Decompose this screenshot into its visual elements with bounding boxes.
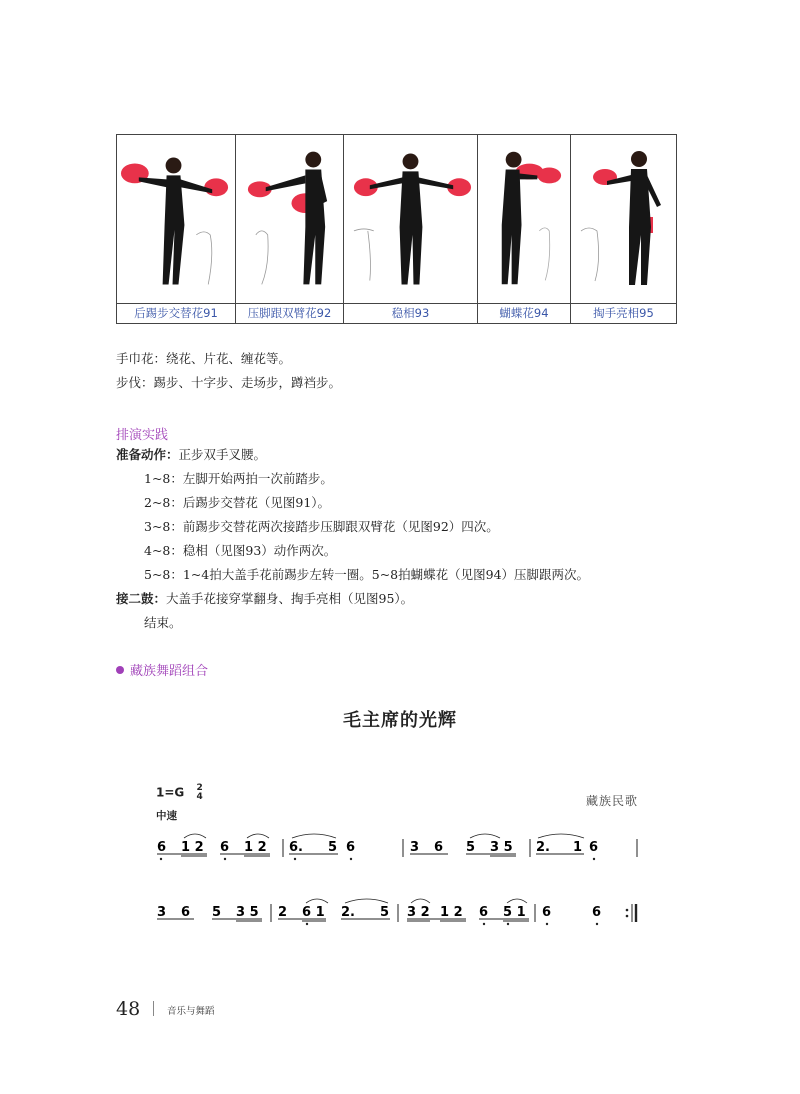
song-title: 毛主席的光辉 bbox=[343, 710, 457, 731]
score-note: 5 bbox=[212, 905, 222, 920]
time-top: 2 bbox=[196, 783, 203, 793]
score-note: 3 5 bbox=[490, 840, 513, 855]
score-note: 3 bbox=[157, 905, 167, 920]
score-note: 2. bbox=[536, 840, 550, 855]
end-line: 结束。 bbox=[144, 615, 182, 630]
slur bbox=[345, 899, 388, 903]
score-note: 1 2 bbox=[244, 840, 267, 855]
photo-caption: 掏手亮相95 bbox=[571, 303, 676, 323]
step-line-3: 3~8：前踢步交替花两次接踏步压脚跟双臂花（见图92）四次。 bbox=[144, 519, 499, 534]
score-note: 1 2 bbox=[181, 840, 204, 855]
dancer-photo-93 bbox=[344, 135, 477, 303]
score-note: 3 bbox=[410, 840, 420, 855]
dancer-figure-95 bbox=[571, 135, 676, 303]
octave-dot bbox=[483, 923, 485, 925]
score-note: 2 bbox=[278, 905, 288, 920]
score-note: 6 bbox=[542, 905, 552, 920]
dancer-figure-91 bbox=[117, 135, 235, 303]
score-note: 3 5 bbox=[236, 905, 259, 920]
prep-text: 正步双手叉腰。 bbox=[178, 447, 267, 462]
score-note: 5 1 bbox=[503, 905, 526, 920]
score-note: 5 bbox=[328, 840, 338, 855]
score-note: 1 2 bbox=[440, 905, 463, 920]
octave-dot bbox=[294, 858, 296, 860]
step-line-4: 4~8：稳相（见图93）动作两次。 bbox=[144, 543, 337, 558]
slur bbox=[247, 834, 269, 838]
photo-cell-92 bbox=[236, 135, 344, 323]
slur bbox=[507, 899, 527, 903]
score-note: 6 bbox=[479, 905, 489, 920]
score-note: 6 bbox=[592, 905, 602, 920]
dancer-figure-94 bbox=[478, 135, 570, 303]
score-note: 3 2 bbox=[407, 905, 430, 920]
dancer-photo-94 bbox=[478, 135, 570, 303]
dancer-photo-91 bbox=[117, 135, 235, 303]
drum-label: 接二鼓： bbox=[116, 591, 167, 606]
score-note: 5 bbox=[466, 840, 476, 855]
step-line-2: 2~8：后踢步交替花（见图91）。 bbox=[144, 495, 331, 510]
score-note: 2. bbox=[341, 905, 355, 920]
octave-dot bbox=[593, 858, 595, 860]
octave-dot bbox=[596, 923, 598, 925]
key-signature: 1=G bbox=[156, 785, 185, 800]
dancer-figure-93 bbox=[344, 135, 477, 303]
text-line-steps: 步伐：踢步、十字步、走场步，蹲裆步。 bbox=[116, 375, 342, 390]
slur bbox=[184, 834, 206, 838]
song-origin: 藏族民歌 bbox=[586, 794, 639, 808]
prep-line bbox=[116, 446, 266, 464]
step-line-1: 1~8：左脚开始两拍一次前踏步。 bbox=[144, 471, 333, 486]
score-note: 6. bbox=[289, 840, 303, 855]
dancer-figure-92 bbox=[236, 135, 343, 303]
photo-cell-94 bbox=[478, 135, 571, 323]
song-tempo: 中速 bbox=[156, 810, 177, 822]
dancer-photo-95 bbox=[571, 135, 676, 303]
photo-cell-95 bbox=[571, 135, 676, 323]
song-key bbox=[156, 784, 203, 802]
slur bbox=[538, 834, 584, 838]
photo-caption: 后踢步交替花91 bbox=[117, 303, 235, 323]
score-note: 1 bbox=[573, 840, 583, 855]
repeat-dot bbox=[626, 915, 629, 918]
time-bottom: 4 bbox=[196, 792, 203, 802]
practice-heading: 排演实践 bbox=[116, 428, 169, 443]
octave-dot bbox=[160, 858, 162, 860]
text-line-hand-flower: 手巾花：绕花、片花、缠花等。 bbox=[116, 351, 292, 366]
drum-text: 大盖手花接穿掌翻身、掏手亮相（见图95）。 bbox=[166, 591, 414, 606]
score-note: 6 1 bbox=[302, 905, 325, 920]
slur bbox=[411, 899, 430, 903]
photo-caption: 稳相93 bbox=[344, 303, 477, 323]
slur bbox=[306, 899, 328, 903]
score-note: 6 bbox=[589, 840, 599, 855]
octave-dot bbox=[507, 923, 509, 925]
dancer-photo-92 bbox=[236, 135, 343, 303]
jianpu-score bbox=[0, 820, 800, 940]
octave-dot bbox=[224, 858, 226, 860]
drum-line bbox=[116, 590, 413, 608]
footer-book-title: 音乐与舞蹈 bbox=[167, 1006, 215, 1017]
score-note: 6 bbox=[181, 905, 191, 920]
photo-caption: 蝴蝶花94 bbox=[478, 303, 570, 323]
section-heading: 藏族舞蹈组合 bbox=[130, 664, 209, 679]
score-note: 6 bbox=[346, 840, 356, 855]
score-note: 6 bbox=[434, 840, 444, 855]
footer-divider bbox=[153, 1001, 154, 1016]
step-line-5: 5~8：1~4拍大盖手花前踢步左转一圈。5~8拍蝴蝶花（见图94）压脚跟两次。 bbox=[144, 567, 590, 582]
photo-cell-91 bbox=[117, 135, 236, 323]
slur bbox=[292, 834, 336, 838]
photo-caption: 压脚跟双臂花92 bbox=[236, 303, 343, 323]
score-note: 6 bbox=[157, 840, 167, 855]
photo-strip bbox=[116, 134, 677, 324]
octave-dot bbox=[350, 858, 352, 860]
score-note: 5 bbox=[380, 905, 390, 920]
repeat-dot bbox=[626, 909, 629, 912]
section-heading-row bbox=[116, 660, 208, 679]
octave-dot bbox=[306, 923, 308, 925]
prep-label: 准备动作： bbox=[116, 447, 179, 462]
bullet-dot-icon bbox=[116, 666, 124, 674]
score-note: 6 bbox=[220, 840, 230, 855]
slur bbox=[470, 834, 500, 838]
time-signature bbox=[196, 784, 202, 802]
photo-cell-93 bbox=[344, 135, 478, 323]
page-number: 48 bbox=[116, 998, 141, 1020]
octave-dot bbox=[546, 923, 548, 925]
